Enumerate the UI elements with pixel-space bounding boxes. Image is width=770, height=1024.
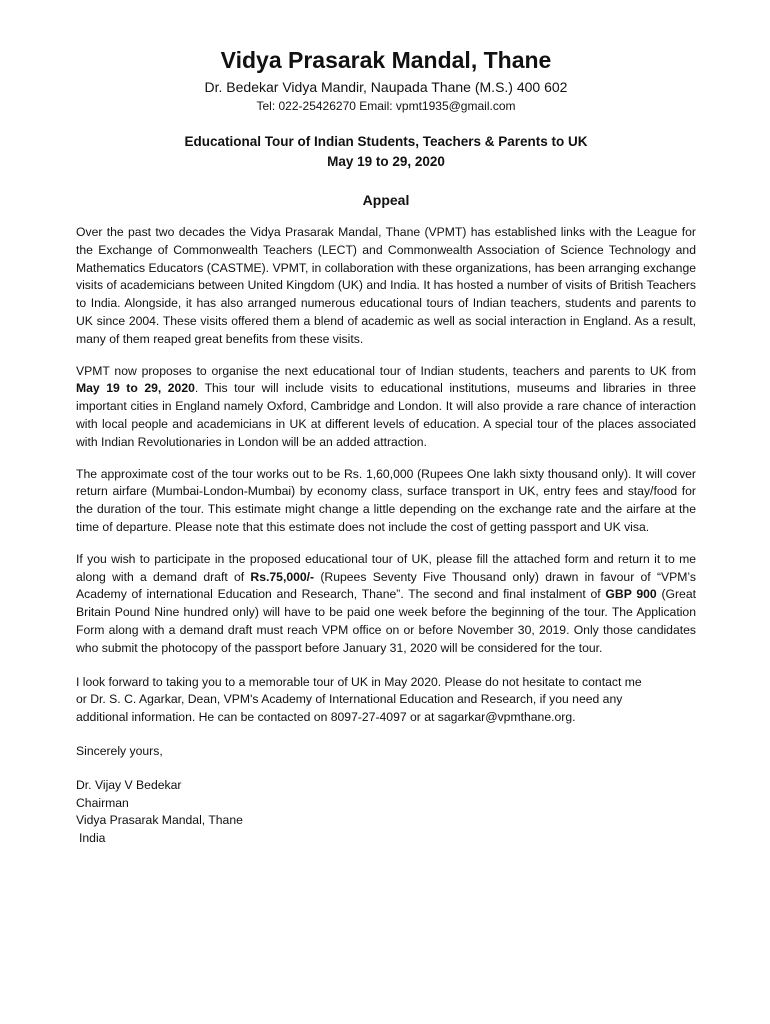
paragraph-participation-amount: Rs.75,000/- [250,569,315,584]
signatory-organization: Vidya Prasarak Mandal, Thane [76,813,243,828]
tour-title: Educational Tour of Indian Students, Teachers & Parents to UK [184,134,588,149]
subject-block [76,132,696,210]
paragraph-proposal-dates: May 19 to 29, 2020 [76,381,195,396]
paragraph-background: Over the past two decades the Vidya Prasarak Mandal, Thane (VPMT) has established links with the League for the Exchange of Commonwealth Teachers (LECT) and Commonwealth Association of Science Technology and Mathematics Educators (CASTME). VPMT, in collaboration with these organizations, has been arranging exchange visits of academicians between United Kingdom (UK) and India. It has hosted a number of visits of British Teachers to India. Alongside, it has also arranged numerous educational tours of Indian teachers, students and parents to UK since 2004. These visits offered them a blend of academic as well as social interaction in England. As a result, many of them reaped great benefits from these visits. [76,225,696,346]
organization-name: Vidya Prasarak Mandal, Thane [220,47,552,73]
paragraph-participation-text-3: (Great Britain Pound Nine hundred only) will have to be paid one week before the beginning of the tour. The Application Form along with a demand draft must reach VPM office on or before November 30, 2019. Only those candidates who submit the photocopy of the passport before January 31, 2020 will be considered for the tour. [76,587,696,655]
organization-address: Dr. Bedekar Vidya Mandir, Naupada Thane (M.S.) 400 602 [204,79,568,95]
paragraph-cost: The approximate cost of the tour works out to be Rs. 1,60,000 (Rupees One lakh sixty thousand only). It will cover return airfare (Mumbai-London-Mumbai) by economy class, surface transport in UK, entry fees and stay/food for the duration of the tour. This estimate might change a little depending on the exchange rate and the airfare at the time of departure. Please note that this estimate does not include the cost of getting passport and UK visa. [76,466,696,534]
tour-dates: May 19 to 29, 2020 [327,154,445,169]
salutation: Sincerely yours, [76,743,163,758]
letter-page [76,44,696,848]
signatory-title: Chairman [76,795,129,810]
signatory-name: Dr. Vijay V Bedekar [76,777,182,792]
organization-contact: Tel: 022-25426270 Email: vpmt1935@gmail.com [256,99,516,113]
paragraph-participation-text-1: If you wish to participate in the proposed educational tour of UK, please fill the attached form and return it to me along with a demand draft of [76,551,696,584]
paragraph-proposal [76,363,696,452]
signature-block [76,777,696,848]
letterhead [76,44,696,114]
signatory-country: India [79,831,106,846]
contact-line-1: I look forward to taking you to a memorable tour of UK in May 2020. Please do not hesitate to contact me [76,674,642,689]
paragraph-proposal-text-2: . This tour will include visits to educational institutions, museums and libraries in three important cities in England namely Oxford, Cambridge and London. It will also provide a rare chance of interaction with local people and academicians in UK at different levels of education. A special tour of the places associated with Indian Revolutionaries in London will be an added attraction. [76,381,696,449]
paragraph-participation-gbp: GBP 900 [605,587,657,602]
appeal-heading: Appeal [362,192,410,208]
paragraph-contact [76,674,696,727]
paragraph-participation-text-2: (Rupees Seventy Five Thousand only) drawn in favour of “VPM’s Academy of international Education and Research, Thane”. The second and final instalment of [76,569,696,602]
contact-line-2: or Dr. S. C. Agarkar, Dean, VPM's Academy of International Education and Research, if you need any [76,692,623,707]
contact-line-3: additional information. He can be contacted on 8097-27-4097 or at sagarkar@vpmthane.org. [76,710,576,725]
paragraph-proposal-text-1: VPMT now proposes to organise the next educational tour of Indian students, teachers and parents to UK from [76,363,696,378]
paragraph-participation [76,551,696,658]
